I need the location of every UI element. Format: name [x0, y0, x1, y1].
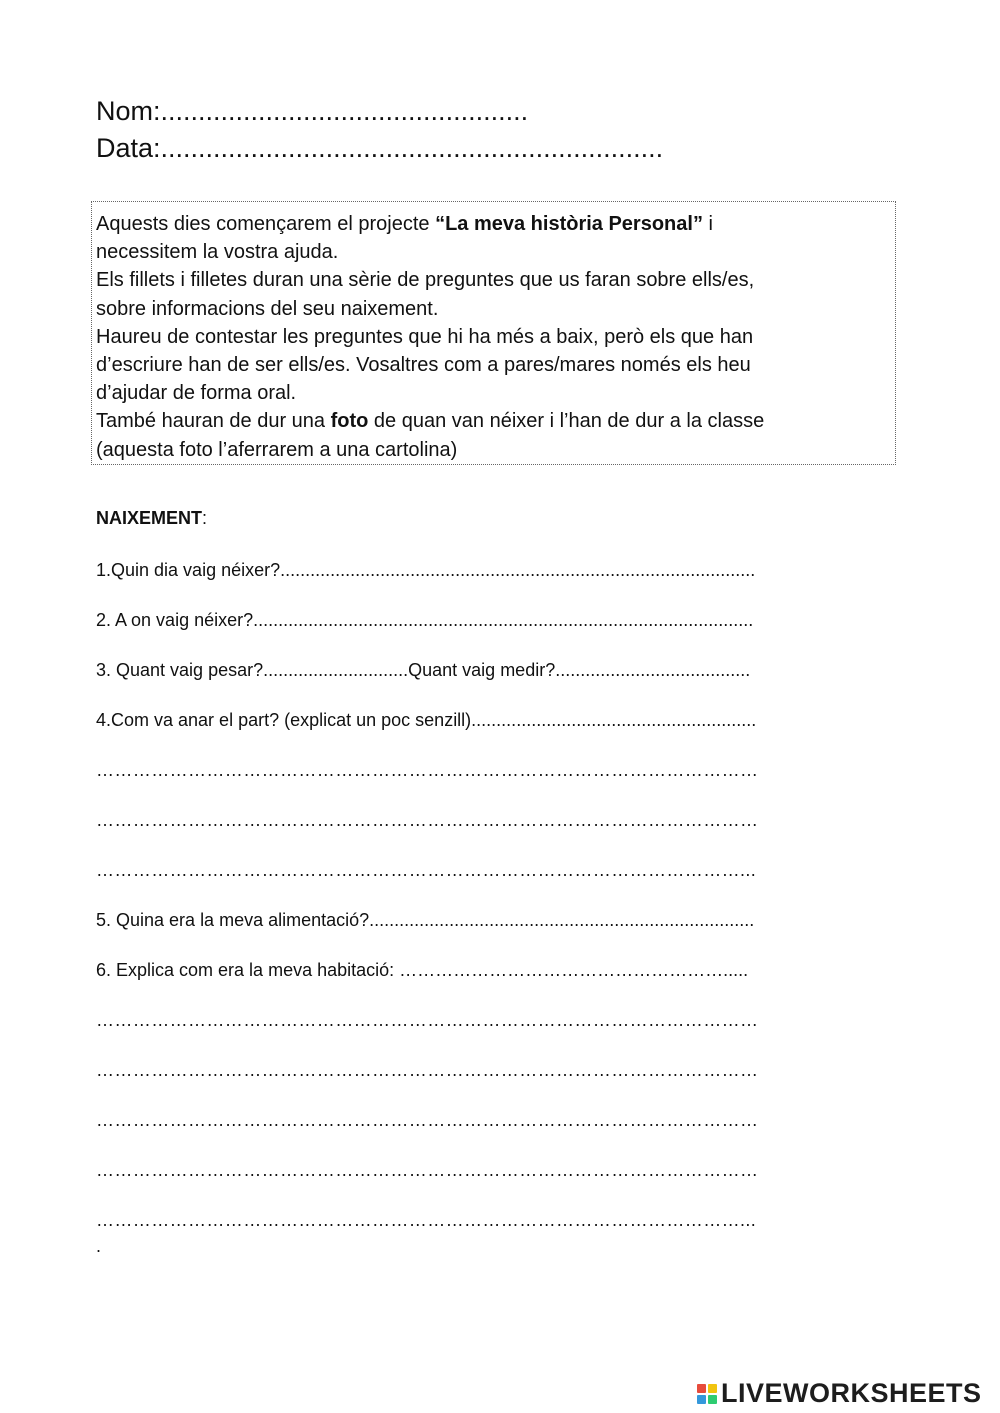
- logo-square: [708, 1384, 717, 1393]
- answer-line[interactable]: ………………………………………………………………………………………………: [96, 1110, 759, 1130]
- question-6-answer-line[interactable]: 6. Explica com era la meva habitació: ……………………………………………….....: [96, 960, 749, 980]
- question-5-answer-line[interactable]: 5. Quina era la meva alimentació?.............................................................................: [96, 910, 755, 930]
- name-field-line: Nom:.................................................: [96, 96, 529, 126]
- intro-line-4: sobre informacions del seu naixement.: [96, 297, 439, 320]
- intro-line-5: Haureu de contestar les preguntes que hi ha més a baix, però els que han: [96, 325, 754, 348]
- project-title: “La meva història Personal”: [435, 213, 703, 235]
- answer-line[interactable]: ………………………………………………………………………………………………: [96, 1060, 759, 1080]
- answer-line[interactable]: ……………………………………………………………………………………………...: [96, 860, 757, 880]
- liveworksheets-logo: [697, 1378, 982, 1409]
- intro-line-3: Els fillets i filletes duran una sèrie de preguntes que us faran sobre ells/es,: [96, 269, 755, 292]
- logo-square: [697, 1384, 706, 1393]
- answer-line[interactable]: ……………………………………………………………………………………………...: [96, 1210, 757, 1230]
- question-3-answer-line[interactable]: 3. Quant vaig pesar?.............................Quant vaig medir?.......................................: [96, 660, 751, 680]
- question-4-answer-line[interactable]: 4.Com va anar el part? (explicat un poc senzill).........................................................: [96, 710, 757, 730]
- intro-line-6: d’escriure han de ser ells/es. Vosaltres com a pares/mares només els heu: [96, 354, 751, 377]
- answer-line[interactable]: ………………………………………………………………………………………………: [96, 1160, 759, 1180]
- intro-line-8: També hauran de dur una foto de quan van néixer i l’han de dur a la classe: [96, 410, 765, 433]
- intro-line-2: necessitem la vostra ajuda.: [96, 241, 339, 264]
- answer-line[interactable]: ………………………………………………………………………………………………: [96, 1010, 759, 1030]
- logo-square: [697, 1395, 706, 1404]
- intro-notice-box: [91, 201, 896, 465]
- answer-line[interactable]: ………………………………………………………………………………………………: [96, 810, 759, 830]
- final-dot: .: [96, 1236, 102, 1256]
- logo-text: LIVEWORKSHEETS: [721, 1378, 982, 1408]
- logo-icon: [697, 1384, 717, 1404]
- section-title: NAIXEMENT:: [96, 508, 208, 528]
- logo-square: [708, 1395, 717, 1404]
- intro-line-7: d’ajudar de forma oral.: [96, 382, 297, 405]
- intro-line-1: Aquests dies començarem el projecte “La meva història Personal” i: [96, 213, 713, 235]
- date-field-line: Data:...................................................................: [96, 133, 664, 163]
- answer-line[interactable]: ………………………………………………………………………………………………: [96, 760, 759, 780]
- question-1-answer-line[interactable]: 1.Quin dia vaig néixer?...............................................................................................: [96, 560, 756, 580]
- intro-line-9: (aquesta foto l’aferrarem a una cartolina): [96, 438, 458, 461]
- photo-keyword: foto: [330, 410, 369, 433]
- question-2-answer-line[interactable]: 2. A on vaig néixer?....................................................................................................: [96, 610, 754, 630]
